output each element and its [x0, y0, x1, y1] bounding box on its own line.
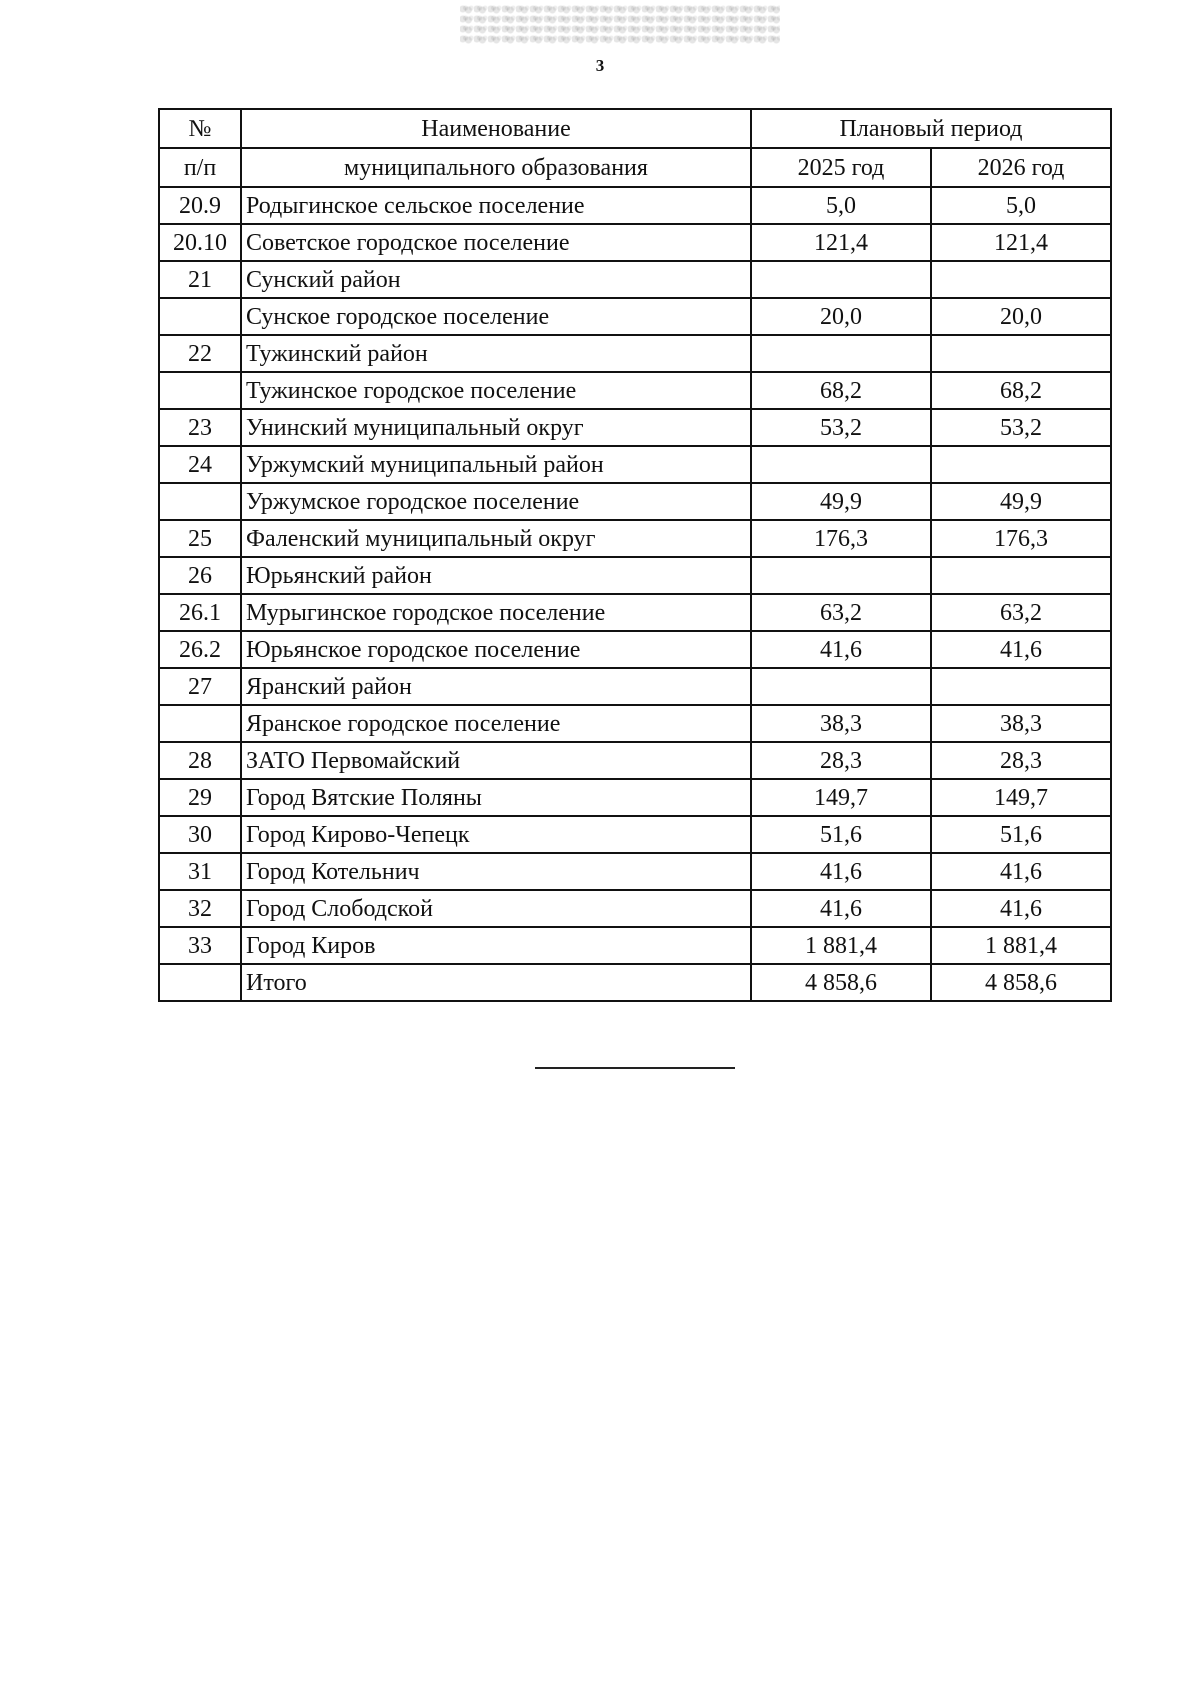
row-value-2026: 63,2 [931, 594, 1111, 631]
row-value-2025: 49,9 [751, 483, 931, 520]
row-value-2026: 4 858,6 [931, 964, 1111, 1001]
table-row [159, 816, 1111, 853]
table-row [159, 520, 1111, 557]
table-header [159, 109, 1111, 187]
row-municipality-name: Яранское городское поселение [241, 705, 751, 742]
table-row [159, 594, 1111, 631]
row-value-2026: 41,6 [931, 890, 1111, 927]
budget-table-container [158, 108, 1112, 1002]
table-row [159, 298, 1111, 335]
table-row [159, 446, 1111, 483]
row-value-2025: 41,6 [751, 853, 931, 890]
row-value-2025 [751, 261, 931, 298]
row-value-2025: 28,3 [751, 742, 931, 779]
row-value-2025: 38,3 [751, 705, 931, 742]
row-value-2026: 20,0 [931, 298, 1111, 335]
table-row [159, 927, 1111, 964]
header-year-2025: 2025 год [751, 148, 931, 187]
table-row [159, 964, 1111, 1001]
row-municipality-name: Город Киров [241, 927, 751, 964]
row-value-2026: 176,3 [931, 520, 1111, 557]
row-number: 33 [159, 927, 241, 964]
row-number: 30 [159, 816, 241, 853]
table-row [159, 372, 1111, 409]
row-number: 22 [159, 335, 241, 372]
row-value-2025: 5,0 [751, 187, 931, 224]
row-municipality-name: Город Котельнич [241, 853, 751, 890]
row-value-2026: 49,9 [931, 483, 1111, 520]
budget-table [158, 108, 1112, 1002]
table-row [159, 483, 1111, 520]
row-value-2026: 28,3 [931, 742, 1111, 779]
row-value-2025 [751, 668, 931, 705]
row-value-2026 [931, 335, 1111, 372]
row-value-2026 [931, 446, 1111, 483]
row-municipality-name: Тужинское городское поселение [241, 372, 751, 409]
row-municipality-name: Город Вятские Поляны [241, 779, 751, 816]
header-num-line2: п/п [159, 148, 241, 187]
table-row [159, 187, 1111, 224]
row-number: 25 [159, 520, 241, 557]
row-value-2026: 149,7 [931, 779, 1111, 816]
row-number: 31 [159, 853, 241, 890]
row-number [159, 705, 241, 742]
row-value-2026: 41,6 [931, 631, 1111, 668]
table-row [159, 557, 1111, 594]
row-number: 32 [159, 890, 241, 927]
row-number: 26.2 [159, 631, 241, 668]
row-municipality-name: Город Кирово-Чепецк [241, 816, 751, 853]
end-rule [535, 1067, 735, 1069]
row-municipality-name: Итого [241, 964, 751, 1001]
table-row [159, 224, 1111, 261]
header-num-line1: № [159, 109, 241, 148]
row-value-2026 [931, 557, 1111, 594]
row-number: 21 [159, 261, 241, 298]
row-municipality-name: ЗАТО Первомайский [241, 742, 751, 779]
row-municipality-name: Уржумское городское поселение [241, 483, 751, 520]
header-name-line2: муниципального образования [241, 148, 751, 187]
table-row [159, 742, 1111, 779]
header-year-2026: 2026 год [931, 148, 1111, 187]
table-row [159, 853, 1111, 890]
row-number: 29 [159, 779, 241, 816]
row-value-2025: 51,6 [751, 816, 931, 853]
row-value-2025: 1 881,4 [751, 927, 931, 964]
row-number: 26 [159, 557, 241, 594]
header-row-2 [159, 148, 1111, 187]
table-row [159, 409, 1111, 446]
row-value-2026: 51,6 [931, 816, 1111, 853]
row-municipality-name: Мурыгинское городское поселение [241, 594, 751, 631]
row-value-2026: 41,6 [931, 853, 1111, 890]
header-name-line1: Наименование [241, 109, 751, 148]
row-value-2025 [751, 335, 931, 372]
row-value-2026: 53,2 [931, 409, 1111, 446]
row-value-2025: 121,4 [751, 224, 931, 261]
row-municipality-name: Сунский район [241, 261, 751, 298]
row-value-2026: 38,3 [931, 705, 1111, 742]
table-row [159, 631, 1111, 668]
scan-smudge [460, 4, 780, 44]
row-value-2026: 121,4 [931, 224, 1111, 261]
row-value-2025: 176,3 [751, 520, 931, 557]
row-number: 23 [159, 409, 241, 446]
row-value-2026: 5,0 [931, 187, 1111, 224]
row-municipality-name: Унинский муниципальный округ [241, 409, 751, 446]
table-body [159, 187, 1111, 1001]
row-value-2025: 63,2 [751, 594, 931, 631]
row-value-2025: 149,7 [751, 779, 931, 816]
row-number: 20.10 [159, 224, 241, 261]
row-value-2025: 41,6 [751, 890, 931, 927]
header-row-1 [159, 109, 1111, 148]
row-value-2025: 68,2 [751, 372, 931, 409]
row-value-2026 [931, 668, 1111, 705]
row-municipality-name: Родыгинское сельское поселение [241, 187, 751, 224]
row-municipality-name: Город Слободской [241, 890, 751, 927]
row-municipality-name: Юрьянский район [241, 557, 751, 594]
row-municipality-name: Юрьянское городское поселение [241, 631, 751, 668]
row-value-2025: 41,6 [751, 631, 931, 668]
row-value-2025 [751, 557, 931, 594]
row-number: 24 [159, 446, 241, 483]
table-row [159, 335, 1111, 372]
row-number: 26.1 [159, 594, 241, 631]
table-row [159, 705, 1111, 742]
row-number [159, 372, 241, 409]
row-municipality-name: Сунское городское поселение [241, 298, 751, 335]
row-value-2026 [931, 261, 1111, 298]
row-number: 28 [159, 742, 241, 779]
row-value-2025: 4 858,6 [751, 964, 931, 1001]
row-value-2026: 1 881,4 [931, 927, 1111, 964]
row-value-2025: 53,2 [751, 409, 931, 446]
row-number: 20.9 [159, 187, 241, 224]
row-municipality-name: Фаленский муниципальный округ [241, 520, 751, 557]
row-number [159, 298, 241, 335]
table-row [159, 261, 1111, 298]
table-row [159, 779, 1111, 816]
row-number: 27 [159, 668, 241, 705]
row-municipality-name: Яранский район [241, 668, 751, 705]
table-row [159, 890, 1111, 927]
row-municipality-name: Советское городское поселение [241, 224, 751, 261]
row-value-2026: 68,2 [931, 372, 1111, 409]
row-municipality-name: Тужинский район [241, 335, 751, 372]
row-value-2025: 20,0 [751, 298, 931, 335]
row-number [159, 483, 241, 520]
row-number [159, 964, 241, 1001]
row-value-2025 [751, 446, 931, 483]
row-municipality-name: Уржумский муниципальный район [241, 446, 751, 483]
table-row [159, 668, 1111, 705]
page-number: 3 [595, 56, 605, 75]
header-period: Плановый период [751, 109, 1111, 148]
